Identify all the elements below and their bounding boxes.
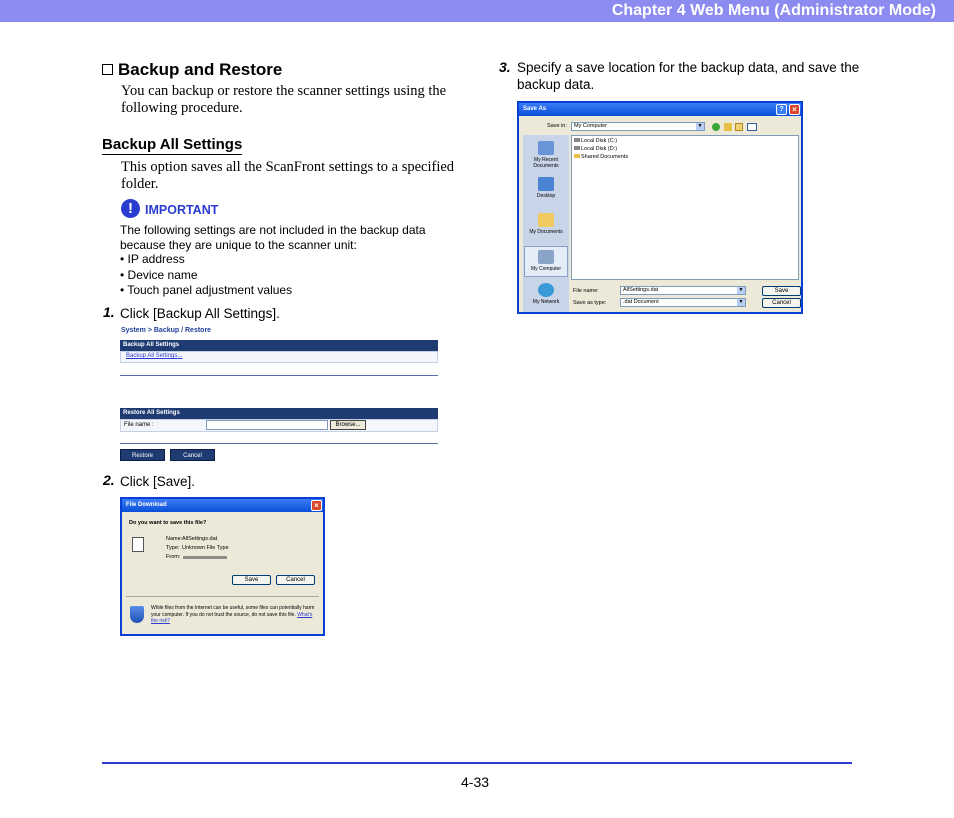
type-label: Type:	[166, 545, 180, 551]
chevron-down-icon: ▼	[738, 287, 744, 293]
drive-icon	[574, 146, 580, 150]
list-item: • Device name	[120, 268, 292, 284]
section-intro: You can backup or restore the scanner settings using the following procedure.	[121, 83, 447, 116]
header-bar	[0, 0, 954, 22]
cancel-button[interactable]: Cancel	[170, 449, 215, 461]
step-number: 3.	[499, 59, 511, 75]
section-title: Backup and Restore	[102, 60, 282, 80]
place-my-documents[interactable]: My Documents	[524, 213, 568, 235]
important-list	[120, 252, 292, 299]
file-list[interactable]	[571, 135, 799, 280]
place-my-network[interactable]: My Network	[524, 283, 568, 305]
cancel-button[interactable]: Cancel	[762, 298, 801, 308]
backup-panel-header: Backup All Settings	[120, 340, 438, 351]
file-icon	[132, 537, 144, 552]
restore-panel-header: Restore All Settings	[120, 408, 438, 419]
dialog-question: Do you want to save this file?	[129, 520, 207, 526]
step-text: Click [Save].	[120, 474, 196, 489]
chapter-title: Chapter 4 Web Menu (Administrator Mode)	[611, 2, 936, 19]
dialog-title: File Download	[122, 499, 323, 512]
step-number: 1.	[103, 304, 115, 320]
backup-all-settings-link[interactable]: Backup All Settings...	[126, 353, 183, 359]
save-as-type-label: Save as type:	[573, 300, 607, 306]
file-name-label: File name:	[573, 288, 599, 294]
my-computer-icon	[538, 250, 554, 264]
subsection-text: This option saves all the ScanFront settings to a specified folder.	[121, 159, 455, 192]
divider	[120, 443, 438, 444]
divider	[120, 375, 438, 376]
save-as-type-select[interactable]: .dat Document ▼	[620, 298, 746, 307]
step-number: 2.	[103, 472, 115, 488]
save-in-label: Save in:	[547, 123, 567, 129]
place-desktop[interactable]: Desktop	[524, 177, 568, 199]
save-in-select[interactable]: My Computer ▼	[571, 122, 705, 131]
folder-icon	[574, 154, 580, 158]
exclamation-icon: !	[121, 199, 140, 218]
help-icon[interactable]: ?	[776, 104, 787, 115]
list-item[interactable]: Local Disk (D:)	[574, 146, 617, 153]
new-folder-icon[interactable]	[735, 123, 743, 131]
browse-button[interactable]: Browse...	[330, 420, 366, 430]
list-item: • Touch panel adjustment values	[120, 283, 292, 299]
important-label: IMPORTANT	[145, 203, 219, 217]
file-name-label: File name :	[124, 422, 154, 428]
name-label: Name:	[166, 536, 183, 542]
page-number: 4-33	[461, 774, 490, 790]
breadcrumb: System > Backup / Restore	[121, 327, 212, 334]
shield-icon	[130, 606, 144, 623]
divider	[126, 596, 319, 597]
views-menu-icon[interactable]	[747, 123, 757, 131]
drive-icon	[574, 138, 580, 142]
redacted-from-value	[183, 556, 227, 559]
save-button[interactable]: Save	[232, 575, 271, 585]
list-item[interactable]: Shared Documents	[574, 154, 628, 161]
close-icon[interactable]: ×	[311, 500, 322, 511]
chevron-down-icon: ▼	[738, 299, 744, 305]
network-icon	[538, 283, 554, 297]
step-text: Click [Backup All Settings].	[120, 306, 280, 321]
important-text: The following settings are not included in the backup data because they are unique to the scanner unit:	[120, 223, 426, 253]
back-icon[interactable]	[712, 123, 720, 131]
place-my-recent-documents[interactable]: My Recent Documents	[524, 141, 568, 169]
footer-divider	[102, 762, 852, 764]
recent-documents-icon	[538, 141, 554, 155]
cancel-button[interactable]: Cancel	[276, 575, 315, 585]
save-as-dialog	[517, 101, 803, 314]
from-label: From:	[166, 554, 181, 560]
step-text: Specify a save location for the backup data, and save the backup data.	[517, 60, 860, 92]
close-icon[interactable]: ×	[789, 104, 800, 115]
list-item[interactable]: Local Disk (C:)	[574, 138, 617, 145]
chevron-down-icon: ▼	[697, 123, 703, 129]
security-warning: While files from the Internet can be useful, some files can potentially harm your computer. If you do not trust the source, do not save this file. What's the risk?	[151, 605, 315, 624]
file-name-input[interactable]: AllSettings.dat ▼	[620, 286, 746, 295]
file-download-dialog	[120, 497, 325, 636]
checkbox-bullet-icon	[102, 64, 113, 75]
place-my-computer[interactable]: My Computer	[524, 246, 568, 277]
list-item: • IP address	[120, 252, 292, 268]
subsection-title: Backup All Settings	[102, 136, 243, 153]
risk-link[interactable]: What's the risk?	[151, 611, 313, 624]
file-name-input[interactable]	[206, 420, 328, 430]
save-button[interactable]: Save	[762, 286, 801, 296]
my-documents-icon	[538, 213, 554, 227]
type-value: Unknown File Type	[182, 545, 229, 551]
up-folder-icon[interactable]	[724, 123, 732, 131]
places-bar	[523, 135, 569, 312]
name-value: AllSettings.dat	[182, 536, 218, 542]
restore-button[interactable]: Restore	[120, 449, 165, 461]
desktop-icon	[538, 177, 554, 191]
dialog-title: Save As	[519, 103, 801, 116]
